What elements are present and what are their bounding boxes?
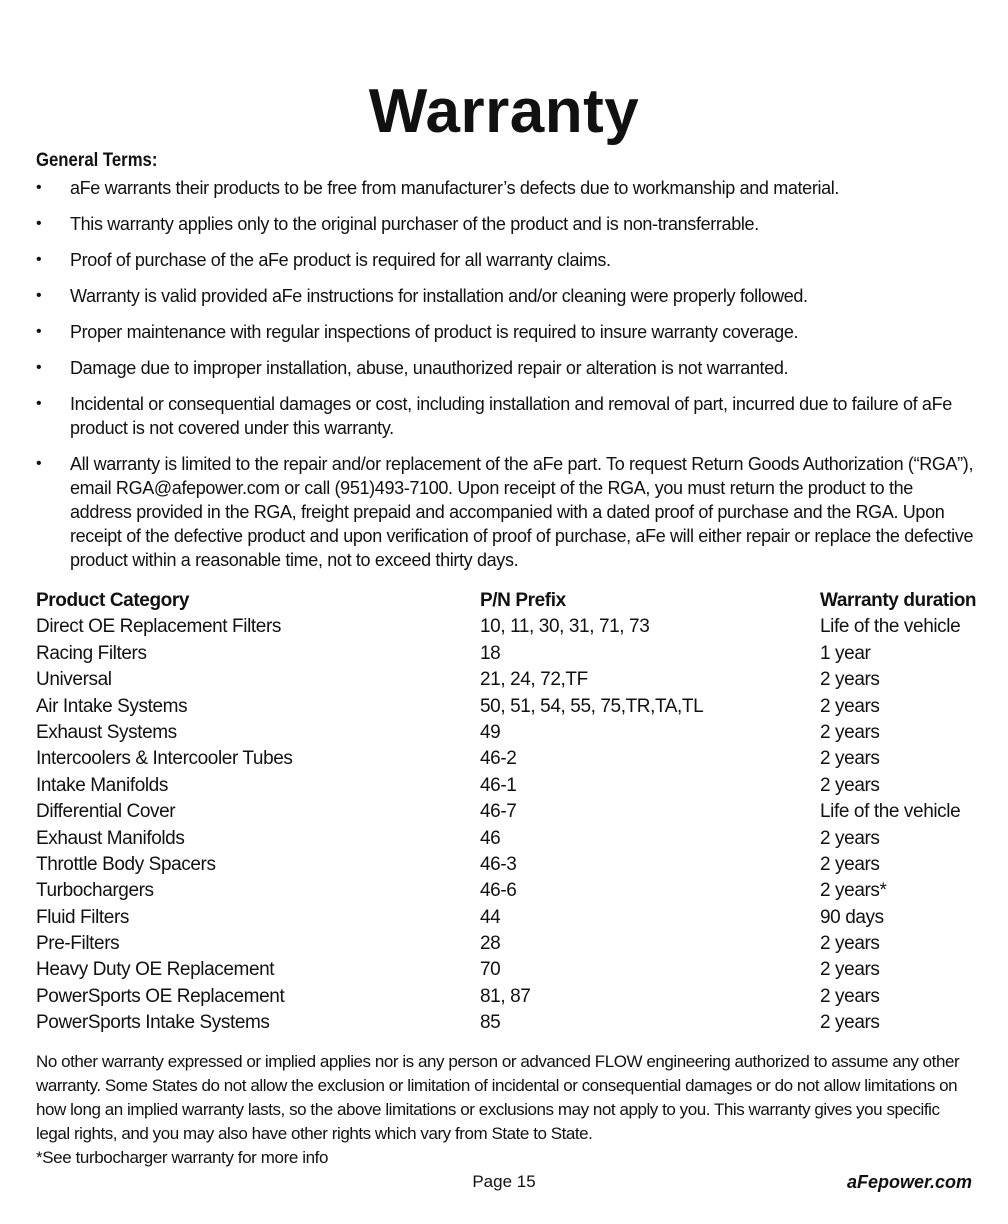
term-item xyxy=(36,176,976,200)
term-item xyxy=(36,392,976,440)
term-text: aFe warrants their products to be free from manufacturer’s defects due to workmanship and material. xyxy=(70,178,840,198)
table-row xyxy=(36,878,981,904)
bullet-icon: • xyxy=(36,251,42,268)
cell-product-category: Pre-Filters xyxy=(36,933,120,955)
cell-warranty-duration: 2 years xyxy=(820,853,880,875)
table-body xyxy=(36,614,981,1036)
footnote-text: *See turbocharger warranty for more info xyxy=(36,1148,329,1167)
cell-pn-prefix: 10, 11, 30, 31, 71, 73 xyxy=(480,616,650,638)
bullet-icon: • xyxy=(36,179,42,196)
table-row xyxy=(36,720,981,746)
term-text: Proper maintenance with regular inspections of product is required to insure warranty coverage. xyxy=(70,322,799,342)
term-item xyxy=(36,212,976,236)
table-row xyxy=(36,852,981,878)
warranty-table xyxy=(36,588,981,1037)
term-item xyxy=(36,284,976,308)
bullet-icon: • xyxy=(36,323,42,340)
cell-product-category: Differential Cover xyxy=(36,801,176,823)
terms-list xyxy=(36,176,976,584)
table-row xyxy=(36,826,981,852)
header-pn-prefix: P/N Prefix xyxy=(480,590,566,611)
cell-pn-prefix: 46-2 xyxy=(480,748,517,770)
table-row xyxy=(36,905,981,931)
cell-pn-prefix: 50, 51, 54, 55, 75,TR,TA,TL xyxy=(480,695,704,717)
cell-pn-prefix: 85 xyxy=(480,1012,501,1034)
term-text: All warranty is limited to the repair and/or replacement of the aFe part. To request Return Goods Authorization (“RGA”), email RGA@afepower.com or call (951)493-7100. Upon receipt of the RGA, you must return the product to the address provided in the RGA, freight prepaid and accompanied with a dated proof of purchase and the RGA. Upon receipt of the defective product and upon verification of proof of purchase, aFe will either repair or replace the defective product within a reasonable time, not to exceed thirty days. xyxy=(70,454,974,570)
table-row xyxy=(36,1010,981,1036)
cell-warranty-duration: 2 years xyxy=(820,933,880,955)
cell-pn-prefix: 46-6 xyxy=(480,880,517,902)
cell-warranty-duration: 2 years xyxy=(820,959,880,981)
table-row xyxy=(36,799,981,825)
cell-product-category: Heavy Duty OE Replacement xyxy=(36,959,275,981)
header-product-category: Product Category xyxy=(36,590,190,611)
cell-pn-prefix: 46-1 xyxy=(480,774,517,796)
cell-warranty-duration: 2 years xyxy=(820,695,880,717)
cell-warranty-duration: 2 years xyxy=(820,721,880,743)
term-text: Warranty is valid provided aFe instructions for installation and/or cleaning were properly followed. xyxy=(70,286,808,306)
cell-product-category: Exhaust Manifolds xyxy=(36,827,185,849)
cell-pn-prefix: 28 xyxy=(480,933,501,955)
bullet-icon: • xyxy=(36,287,42,304)
table-row xyxy=(36,614,981,640)
cell-product-category: Fluid Filters xyxy=(36,906,129,928)
cell-product-category: Direct OE Replacement Filters xyxy=(36,616,281,638)
bullet-icon: • xyxy=(36,455,42,472)
cell-product-category: PowerSports Intake Systems xyxy=(36,1012,270,1034)
cell-warranty-duration: 2 years xyxy=(820,669,880,691)
term-item xyxy=(36,320,976,344)
cell-warranty-duration: 2 years xyxy=(820,827,880,849)
website-label: aFepower.com xyxy=(846,1172,972,1192)
cell-pn-prefix: 44 xyxy=(480,906,501,928)
term-text: Damage due to improper installation, abuse, unauthorized repair or alteration is not warranted. xyxy=(70,358,789,378)
bullet-icon: • xyxy=(36,215,42,232)
cell-pn-prefix: 46-7 xyxy=(480,801,517,823)
cell-product-category: Throttle Body Spacers xyxy=(36,853,216,875)
cell-pn-prefix: 70 xyxy=(480,959,501,981)
cell-warranty-duration: 90 days xyxy=(820,906,884,928)
bullet-icon: • xyxy=(36,395,42,412)
bullet-icon: • xyxy=(36,359,42,376)
page-number: Page 15 xyxy=(472,1172,536,1191)
cell-product-category: Turbochargers xyxy=(36,880,154,902)
cell-pn-prefix: 46 xyxy=(480,827,501,849)
cell-warranty-duration: 2 years xyxy=(820,985,880,1007)
cell-pn-prefix: 21, 24, 72,TF xyxy=(480,669,588,691)
term-item xyxy=(36,452,976,572)
header-warranty-duration: Warranty duration xyxy=(820,590,977,611)
table-row xyxy=(36,746,981,772)
term-item xyxy=(36,248,976,272)
cell-pn-prefix: 81, 87 xyxy=(480,985,531,1007)
table-row xyxy=(36,984,981,1010)
cell-warranty-duration: 2 years* xyxy=(820,880,887,902)
term-text: Proof of purchase of the aFe product is required for all warranty claims. xyxy=(70,250,611,270)
cell-warranty-duration: 2 years xyxy=(820,1012,880,1034)
cell-product-category: Intercoolers & Intercooler Tubes xyxy=(36,748,293,770)
cell-product-category: Racing Filters xyxy=(36,642,147,664)
general-terms-heading: General Terms: xyxy=(36,150,158,171)
cell-warranty-duration: Life of the vehicle xyxy=(820,801,961,823)
cell-pn-prefix: 49 xyxy=(480,721,501,743)
term-text: Incidental or consequential damages or cost, including installation and removal of part, incurred due to failure of aFe product is not covered under this warranty. xyxy=(70,394,952,438)
term-text: This warranty applies only to the original purchaser of the product and is non-transferrable. xyxy=(70,214,759,234)
term-item xyxy=(36,356,976,380)
cell-product-category: Intake Manifolds xyxy=(36,774,168,796)
table-row xyxy=(36,667,981,693)
disclaimer-text: No other warranty expressed or implied applies nor is any person or advanced FLOW engineering authorized to assume any other warranty. Some States do not allow the exclusion or limitation of incidental or consequential damages or do not allow limitations on how long an implied warranty lasts, so the above limitations or exclusions may not apply to you. This warranty gives you specific legal rights, and you may also have other rights which vary from State to State. xyxy=(36,1052,960,1143)
cell-product-category: PowerSports OE Replacement xyxy=(36,985,285,1007)
table-row xyxy=(36,773,981,799)
table-header-row xyxy=(36,588,981,614)
cell-pn-prefix: 46-3 xyxy=(480,853,517,875)
table-row xyxy=(36,694,981,720)
page-title: Warranty xyxy=(368,77,640,146)
table-row xyxy=(36,641,981,667)
cell-pn-prefix: 18 xyxy=(480,642,501,664)
cell-product-category: Exhaust Systems xyxy=(36,721,177,743)
table-row xyxy=(36,957,981,983)
cell-product-category: Air Intake Systems xyxy=(36,695,188,717)
cell-warranty-duration: 1 year xyxy=(820,642,871,664)
cell-product-category: Universal xyxy=(36,669,112,691)
cell-warranty-duration: 2 years xyxy=(820,748,880,770)
cell-warranty-duration: Life of the vehicle xyxy=(820,616,961,638)
table-row xyxy=(36,931,981,957)
cell-warranty-duration: 2 years xyxy=(820,774,880,796)
